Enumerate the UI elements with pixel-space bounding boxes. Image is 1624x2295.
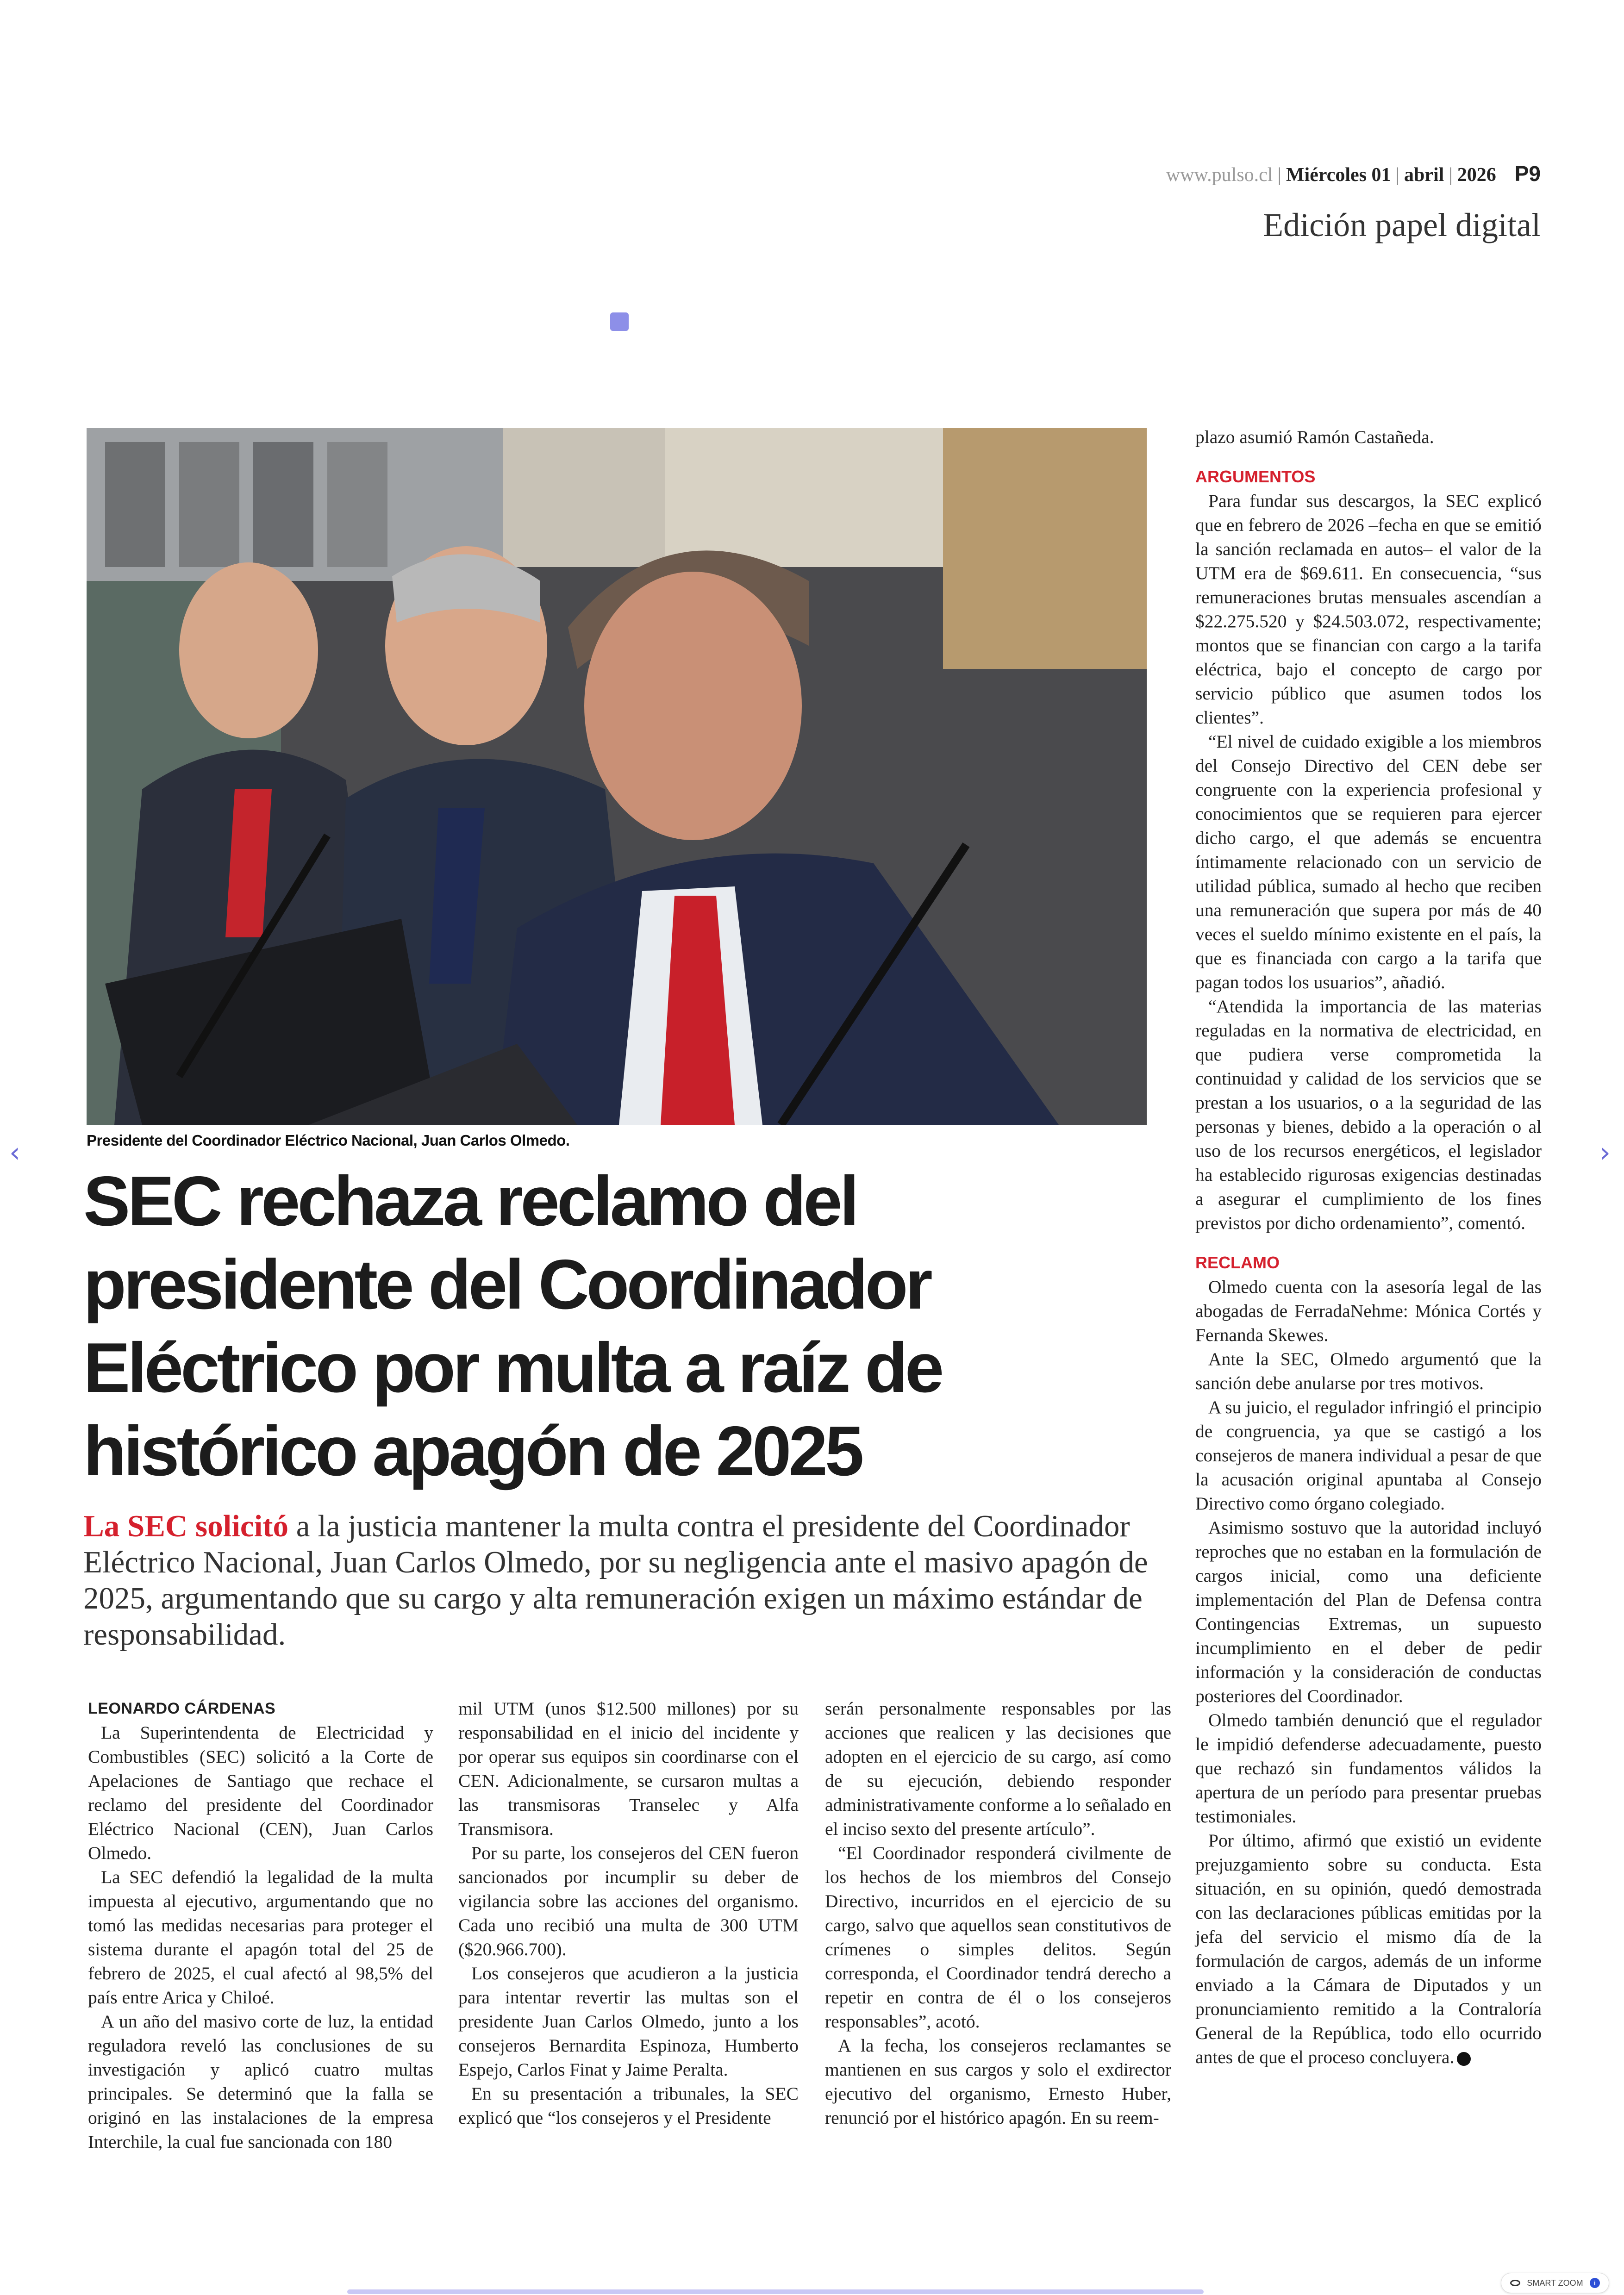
article-column-2 [458, 1696, 799, 2130]
eye-icon [1510, 2280, 1520, 2286]
headline-line-2: presidente del Coordinador [83, 1245, 930, 1324]
paragraph: Olmedo también denunció que el regulador le impidió defenderse adecuadamente, puesto que rechazó sin fundamentos válidos la apertura de un período para presentar pruebas testimoniales. [1195, 1710, 1542, 1827]
paragraph: “Atendida la importancia de las materias reguladas en la normativa de electricidad, en que pudiera verse comprometida la continuidad y calidad de los servicios que se prestan a los usuarios, o a la seguridad de las personas y bienes, debido a la operación o al uso de los recursos energéticos, el legislador ha establecido rigurosas exigencias destinadas a asegurar el cumplimiento de los fines previstos por dicho ordenamiento”, comentó. [1195, 996, 1542, 1233]
paragraph: A un año del masivo corte de luz, la entidad reguladora reveló las conclusiones de su investigación y aplicó cuatro multas principales. Se determinó que la falla se originó en las instalaciones de la empresa Interchile, la cual fue sancionada con 180 [88, 2011, 433, 2152]
headline-line-4: histórico apagón de 2025 [83, 1412, 862, 1491]
end-of-article-icon [1457, 2052, 1471, 2066]
annotation-marker[interactable] [610, 312, 629, 331]
edition-label: Edición papel digital [1263, 206, 1541, 243]
header-year: 2026 [1457, 164, 1496, 186]
paragraph: Olmedo cuenta con la asesoría legal de las abogadas de FerradaNehme: Mónica Cortés y Fernanda Skewes. [1195, 1277, 1542, 1345]
subhead-reclamo: RECLAMO [1195, 1253, 1280, 1272]
paragraph: Los consejeros que acudieron a la justicia para intentar revertir las multas son el presidente Juan Carlos Olmedo, junto a los consejeros Bernardita Espinoza, Humberto Espejo, Carlos Finat y Jaime Peralta. [458, 1963, 799, 2080]
subhead-argumentos: ARGUMENTOS [1195, 467, 1316, 486]
article-column-4 [1195, 425, 1542, 2069]
paragraph: “El nivel de cuidado exigible a los miembros del Consejo Directivo del CEN debe ser congruente con la experiencia profesional y conocimientos que se requieren para ejercer dicho cargo, el que además se encuentra íntimamente relacionado con un servicio de utilidad pública, sumado al hecho que reciben una remuneración que supera por más de 40 veces el sueldo mínimo existente en el país, la que es financiada con cargo a la tarifa que pagan todos los usuarios”, añadió. [1195, 731, 1542, 992]
page-header: www.pulso.cl | Miércoles 01 | abril | 2026 P9 [1166, 162, 1541, 186]
paragraph-last: Por último, afirmó que existió un evidente prejuzgamiento sobre su conducta. Esta situación, en su opinión, quedó demostrada con las declaraciones públicas emitidas por la jefa del servicio el mismo día de la formulación de cargos, además de un informe enviado a la Cámara de Diputados y un pronunciamiento remitido a la Contraloría General de la República, todo ello ocurrido antes de que el proceso concluyera. [1195, 1830, 1542, 2067]
paragraph: Por su parte, los consejeros del CEN fueron sancionados por incumplir su deber de vigilancia sobre las acciones del organismo. Cada uno recibió una multa de 300 UTM ($20.966.700). [458, 1843, 799, 1959]
article-photo [87, 428, 1147, 1125]
paragraph: Ante la SEC, Olmedo argumentó que la sanción debe anularse por tres motivos. [1195, 1349, 1542, 1393]
smart-zoom-button[interactable] [1501, 2273, 1609, 2293]
paragraph: La Superintendenta de Electricidad y Combustibles (SEC) solicitó a la Corte de Apelaciones de Santiago que rechace el reclamo del presidente del Coordinador Eléctrico Nacional (CEN), Juan Carlos Olmedo. [88, 1722, 433, 1863]
article-column-1 [88, 1696, 433, 2154]
paragraph: plazo asumió Ramón Castañeda. [1195, 427, 1434, 447]
byline: LEONARDO CÁRDENAS [88, 1700, 276, 1717]
paragraph: En su presentación a tribunales, la SEC explicó que “los consejeros y el Presidente [458, 2083, 799, 2128]
paragraph: mil UTM (unos $12.500 millones) por su responsabilidad en el inicio del incidente y por operar sus equipos sin coordinarse con el CEN. Adicionalmente, se cursaron multas a las transmisoras Transelec y Alfa Transmisora. [458, 1698, 799, 1839]
paragraph: La SEC defendió la legalidad de la multa impuesta al ejecutivo, argumentando que no tomó las medidas necesarias para proteger el sistema durante el apagón total del 25 de febrero de 2025, el cual afectó al 98,5% del país entre Arica y Chiloé. [88, 1867, 433, 2008]
prev-page-button[interactable]: ‹ [9, 1136, 20, 1169]
headline-line-3: Eléctrico por multa a raíz de [83, 1328, 942, 1407]
page-progress-bar[interactable] [347, 2289, 1204, 2294]
headline [83, 1160, 1162, 1493]
site-url[interactable]: www.pulso.cl [1166, 164, 1273, 186]
headline-line-1: SEC rechaza reclamo del [83, 1162, 856, 1241]
page-number: P9 [1514, 162, 1541, 186]
article-column-3 [825, 1696, 1171, 2130]
header-day: Miércoles 01 [1286, 164, 1391, 186]
paragraph: Para fundar sus descargos, la SEC explicó que en febrero de 2026 –fecha en que se emitió la sanción reclamada en autos– el valor de la UTM era de $69.611. En consecuencia, “sus remuneraciones brutas mensuales ascendían a $22.275.520 y $24.503.072, respectivamente; montos que se financian con cargo a la tarifa eléctrica, bajo el concepto de cargo por servicio público que asumen todos los clientes”. [1195, 491, 1542, 728]
paragraph: A su juicio, el regulador infringió el principio de congruencia, ya que se castigó a los consejeros de manera individual a pesar de que la acusación original apuntaba al Consejo Directivo como órgano colegiado. [1195, 1397, 1542, 1514]
info-icon[interactable]: i [1590, 2278, 1600, 2288]
lead-text: a la justicia mantener la multa contra el presidente del Coordinador Eléctrico Nacional, Juan Carlos Olmedo, por su negligencia ante el masivo apagón de 2025, argumentando que su cargo y alta remuneración exigen un máximo estándar de responsabilidad. [83, 1509, 1148, 1652]
header-month: abril [1404, 164, 1444, 186]
next-page-button[interactable]: › [1599, 1136, 1611, 1169]
smart-zoom-label: SMART ZOOM [1527, 2278, 1583, 2288]
lead-keyword: La SEC solicitó [83, 1509, 288, 1543]
lead-paragraph [83, 1508, 1148, 1653]
paragraph: Asimismo sostuvo que la autoridad incluyó reproches que no estaban en la formulación de cargos inicial, como una deficiente implementación del Plan de Defensa contra Contingencias Extremas, un supuesto incumplimiento en el deber de pedir información y la consideración de conductas posteriores del Coordinador. [1195, 1517, 1542, 1706]
paragraph: serán personalmente responsables por las acciones que realicen y las decisiones que adopten en el ejercicio de su cargo, así como de su ejecución, debiendo responder administrativamente conforme a lo señalado en el inciso sexto del presente artículo”. [825, 1698, 1171, 1839]
photo-illustration [87, 428, 1147, 1125]
paragraph: A la fecha, los consejeros reclamantes se mantienen en sus cargos y solo el exdirector ejecutivo del organismo, Ernesto Huber, renunció por el histórico apagón. En su reem- [825, 2035, 1171, 2128]
paragraph: “El Coordinador responderá civilmente de los hechos de los miembros del Consejo Directivo, incurridos en el ejercicio de su cargo, salvo que aquellos sean constitutivos de crímenes o simples delitos. Según corresponda, el Coordinador tendrá derecho a repetir en contra de él o los consejeros responsables”, acotó. [825, 1843, 1171, 2032]
photo-caption: Presidente del Coordinador Eléctrico Nacional, Juan Carlos Olmedo. [87, 1132, 570, 1149]
